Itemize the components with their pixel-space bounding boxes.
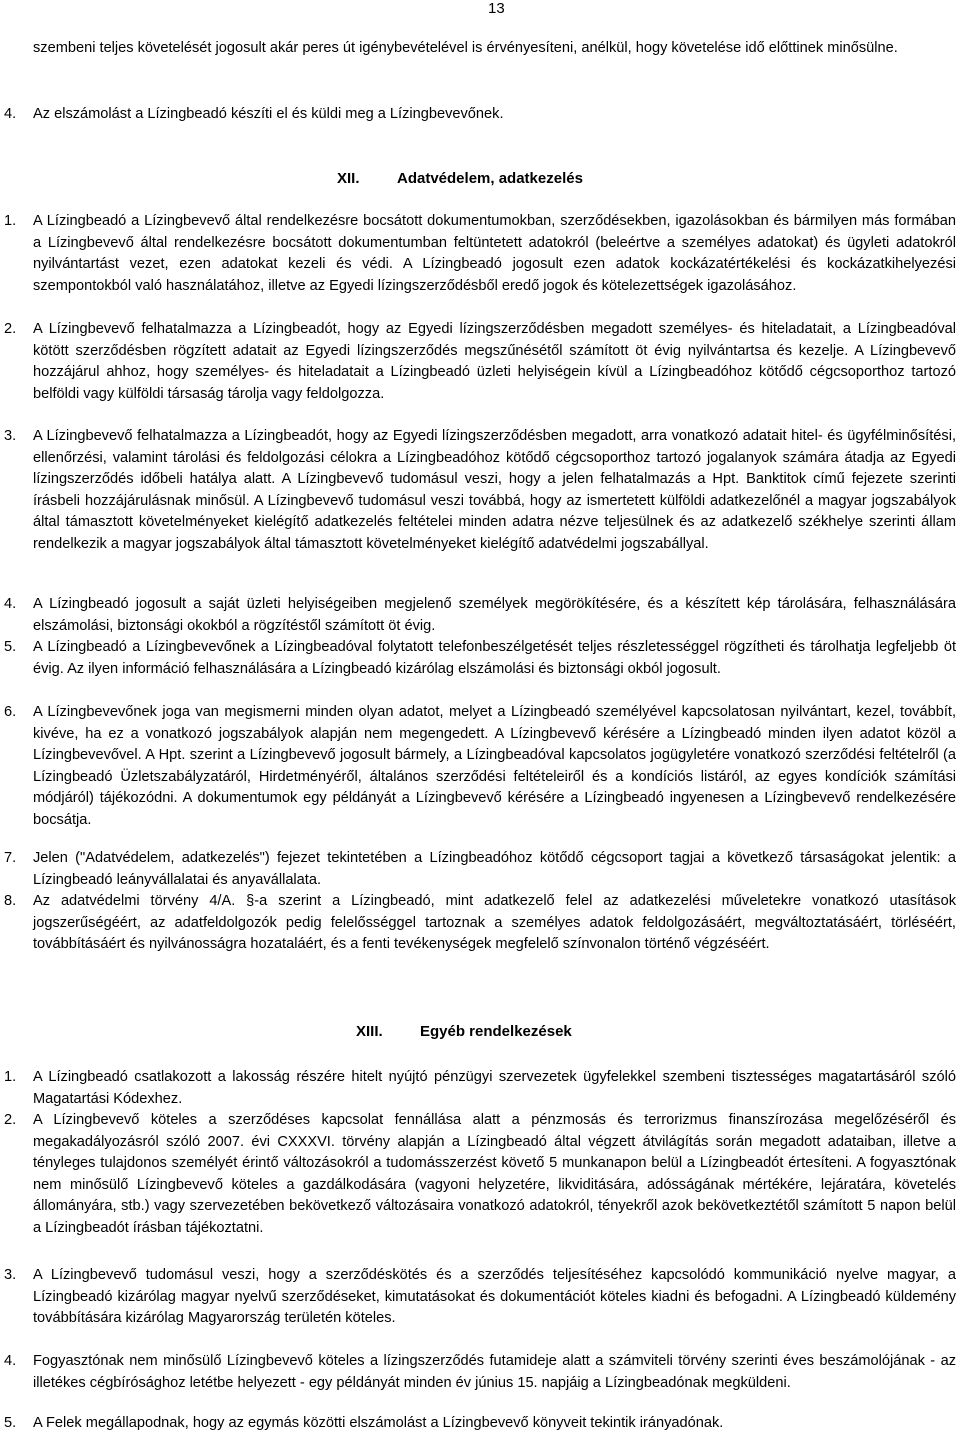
item-number: 4. [4,596,17,612]
item-number: 8. [4,893,17,909]
item-text: A Lízingbeadó csatlakozott a lakosság részére hitelt nyújtó pénzügyi szervezetek ügyfelekkel szembeni tisztességes magatartásáról szóló Magatartási Kódexhez. [33,1069,956,1107]
item-number: 4. [4,1353,17,1369]
item-number: 3. [4,428,17,444]
item-number: 1. [4,1069,17,1085]
item-number: 7. [4,850,17,866]
list-item [4,211,956,297]
list-item [4,1413,956,1435]
item-number: 1. [4,213,17,229]
list-item [4,1067,956,1110]
list-item [4,319,956,405]
section-title: Adatvédelem, adatkezelés [397,170,583,187]
item-number: 2. [4,321,17,337]
item-number: 4. [4,106,17,122]
section-number: XII. [337,170,360,187]
list-item [4,1110,956,1240]
list-item [4,1265,956,1330]
item-text: Az elszámolást a Lízingbeadó készíti el és küldi meg a Lízingbevevőnek. [33,106,504,122]
item-text: Az adatvédelmi törvény 4/A. §-a szerint a Lízingbeadó, mint adatkezelő felel az adatkezelési műveletekre vonatkozó utasítások jogszerűségéért, az adatfeldolgozók pedig felelősséggel tartoznak a személyes adatok feldolgozásáért, megváltoztatásáért, törléséért, továbbításáért és nyilvánosságra hozataláért, és a fenti tevékenységek megfelelő színvonalon történő végzéséért. [33,893,956,953]
item-text: A Lízingbeadó a Lízingbevevőnek a Lízingbeadóval folytatott telefonbeszélgetését teljes részletességgel rögzítheti és tárolhatja legfeljebb öt évig. Az ilyen információ felhasználására a Lízingbeadó kizárólag elszámolási és biztonsági okból jogosult. [33,639,956,677]
item-text: Fogyasztónak nem minősülő Lízingbevevő köteles a lízingszerződés futamideje alatt a számviteli törvény szerinti éves beszámolójának - az illetékes cégbírósághoz letétbe helyezett - egy példányát minden év június 15. napjáig a Lízingbeadónak megküldeni. [33,1353,956,1391]
list-item [4,594,956,637]
item-text: A Felek megállapodnak, hogy az egymás közötti elszámolást a Lízingbevevő könyveit tekintik irányadónak. [33,1415,724,1431]
item-text: A Lízingbevevő felhatalmazza a Lízingbeadót, hogy az Egyedi lízingszerződésben megadott, arra vonatkozó adatait hitel- és ügyfélminősítési, ellenőrzési, valamint tárolási és feldolgozási célokra a Lízingbeadóhoz kötődő cégcsoporthoz tartozó jogalanyok számára átadja az Egyedi lízingszerződés időbeli hatálya alatt. A Lízingbevevő tudomásul veszi, hogy a jelen felhatalmazás a Hpt. Banktitok című fejezete szerinti írásbeli hozzájárulásnak minősül. A Lízingbevevő tudomásul veszi továbbá, hogy az ismertetett külföldi adatkezelőnél a magyar jogszabályok által támasztott követelményeket kielégítő adatkezelés feltételei minden adatra nézve teljesülnek és az adatkezelő székhelye szerinti állam rendelkezik a magyar jogszabályok által támasztott követelményeket kielégítő adatvédelmi jogszabállyal. [33,428,956,552]
item-number: 5. [4,1415,17,1431]
section-number: XIII. [356,1023,383,1040]
item-number: 5. [4,639,17,655]
list-item [4,891,956,956]
item-text: A Lízingbevevő tudomásul veszi, hogy a szerződéskötés és a szerződés teljesítéséhez kapcsolódó kommunikáció nyelve magyar, a Lízingbeadó kizárólag magyar nyelvű szerződéseket, kimutatásokat és dokumentációt köteles kiadni és befogadni. A Lízingbeadó küldemény továbbítására kizárólag Magyarország területén köteles. [33,1267,956,1327]
list-item [4,426,956,556]
item-text: A Lízingbevevőnek joga van megismerni minden olyan adatot, melyet a Lízingbeadó személyével kapcsolatosan nyilvántart, kezel, továbbít, kivéve, ha ez a vonatkozó jogszabályok alapján nem megengedett. A Lízingbevevő kérésére a Lízingbeadó minden ilyen adatot közöl a Lízingbevevővel. A Hpt. szerint a Lízingbevevő jogosult bármely, a Lízingbeadóval kapcsolatos jogügyletére vonatkozó szerződési feltételről (a Lízingbeadó Üzletszabályzatáról, Hirdetményéről, általános szerződési feltételeiről és a kondíciós listáról, az egyes kondíciók számítási módjáról) tájékozódni. A dokumentumok egy példányát a Lízingbevevő kérésére a Lízingbeadó ingyenesen a Lízingbevevő rendelkezésére bocsátja. [33,704,956,828]
item-text: A Lízingbevevő felhatalmazza a Lízingbeadót, hogy az Egyedi lízingszerződésben megadott személyes- és hiteladatait, a Lízingbeadóval kötött szerződésben rögzített adatait az Egyedi lízingszerződés megszűnésétől számított öt évig nyilvántartsa és kezelje. A Lízingbevevő hozzájárul ahhoz, hogy személyes- és hiteladatait a Lízingbeadó üzleti helyiségein kívül a Lízingbeadóhoz kötődő cégcsoporthoz tartozó belföldi vagy külföldi társaság tárolja vagy feldolgozza. [33,321,956,402]
section-title: Egyéb rendelkezések [420,1023,572,1040]
page-number: 13 [488,0,505,17]
list-item [4,1351,956,1394]
list-item [4,702,956,832]
item-number: 6. [4,704,17,720]
item-text: A Lízingbeadó a Lízingbevevő által rendelkezésre bocsátott dokumentumokban, szerződésekben, igazolásokban és bármilyen más formában a Lízingbevevő által rendelkezésre bocsátott dokumentumban feltüntetett adatokról (beleértve a személyes adatokat) és ügyleti adatokról nyilvántartást vezet, ezen adatokat kezeli és védi. A Lízingbeadó jogosult ezen adatok kockázatértékelési és kockázatkihelyezési szempontokból való használatához, illetve az Egyedi lízingszerződésből eredő jogok és kötelezettségek igazolásához. [33,213,956,294]
item-number: 2. [4,1112,17,1128]
item-number: 3. [4,1267,17,1283]
list-item [4,104,956,126]
list-item [4,637,956,680]
item-text: Jelen ("Adatvédelem, adatkezelés") fejezet tekintetében a Lízingbeadóhoz kötődő cégcsoport tagjai a következő társaságokat jelentik: a Lízingbeadó leányvállalatai és anyavállalata. [33,850,956,888]
list-item [4,848,956,891]
continuation-paragraph: szembeni teljes követelését jogosult akár peres út igénybevételével is érvényesíteni, anélkül, hogy követelése idő előttinek minősülne. [33,40,898,56]
item-text: A Lízingbeadó jogosult a saját üzleti helyiségeiben megjelenő személyek megörökítésére, és a készített kép tárolására, felhasználására elszámolási, biztonsági okokból a rögzítéstől számított öt évig. [33,596,956,634]
item-text: A Lízingbevevő köteles a szerződéses kapcsolat fennállása alatt a pénzmosás és terrorizmus finanszírozása megelőzéséről és megakadályozásról szóló 2007. évi CXXXVI. törvény alapján a Lízingbeadó által végzett átvilágítás során megadott adataiban, illetve a tényleges tulajdonos személyét érintő változásokról a tudomásszerzést követő 5 munkanapon belül a Lízingbeadót értesíteni. A fogyasztónak nem minősülő Lízingbevevő köteles a gazdálkodására (vagyoni helyzetére, likviditására, adósságának mértékére, lejáratára, követelés állományára, stb.) vagy szervezetében bekövetkező változásaira vonatkozó adatokról, tényekről azok bekövetkeztétől számított 5 napon belül a Lízingbeadót írásban tájékoztatni. [33,1112,956,1236]
